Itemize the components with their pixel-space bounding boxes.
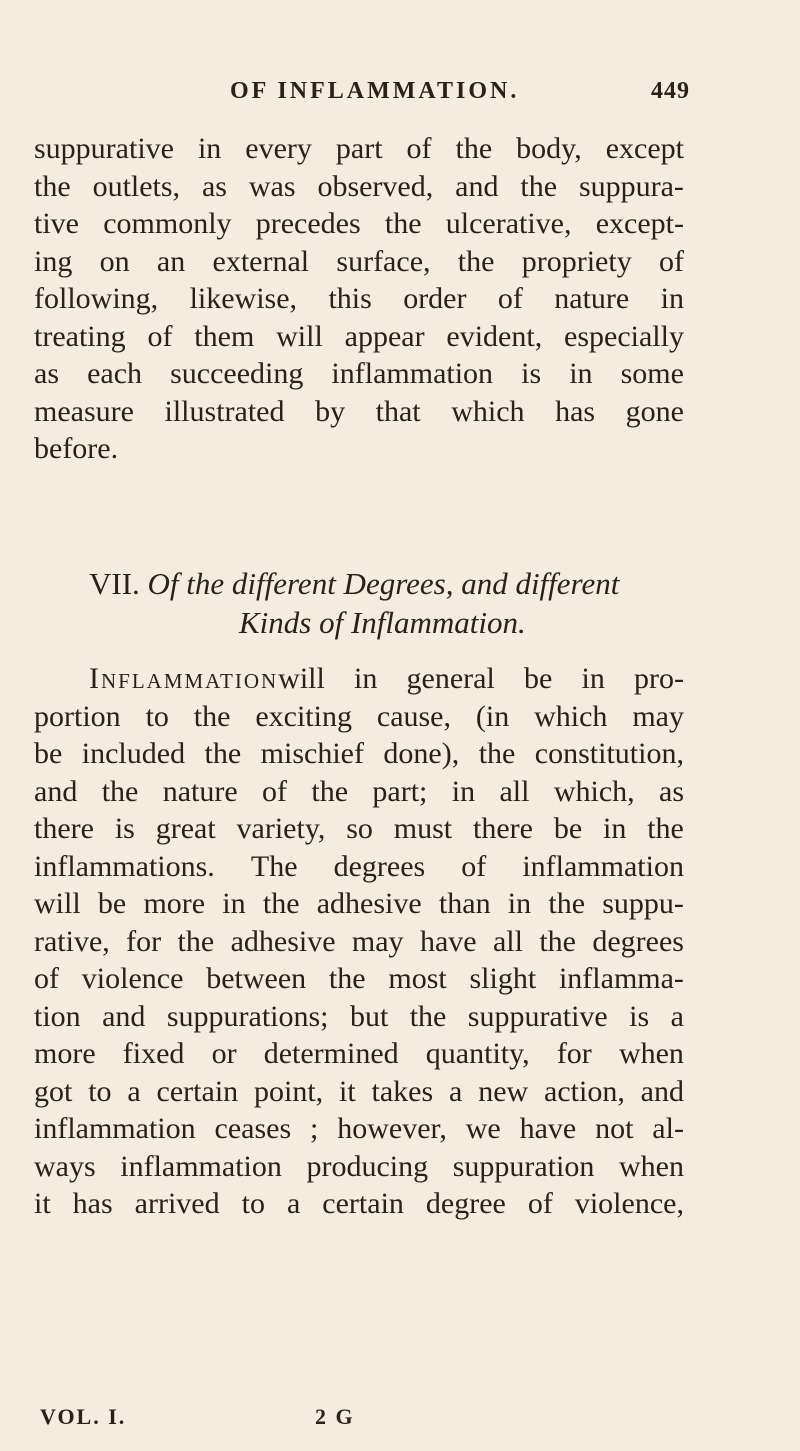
text-line: more fixed or determined quantity, for when xyxy=(34,1037,684,1070)
text-line: got to a certain point, it takes a new action, and xyxy=(34,1074,684,1108)
running-head: OF INFLAMMATION. xyxy=(230,78,520,104)
text-line: be included the mischief done), the constitution, xyxy=(34,737,684,770)
text-line: treating of them will appear evident, especially xyxy=(34,319,684,353)
section-heading xyxy=(34,564,684,642)
first-line xyxy=(34,660,684,698)
initial-word: Inflammation xyxy=(89,662,279,695)
text-line: rative, for the adhesive may have all the degrees xyxy=(34,924,684,958)
text-line: following, likewise, this order of nature in xyxy=(34,282,684,315)
section-title-line-2: Kinds of Inflammation. xyxy=(239,605,526,640)
text-line: tion and suppurations; but the suppurative is a xyxy=(34,999,684,1033)
signature-mark: 2 G xyxy=(315,1404,355,1429)
text-line: ing on an external surface, the propriety of xyxy=(34,244,684,278)
text-line: as each succeeding inflammation is in some xyxy=(34,357,684,390)
page-footer xyxy=(40,1404,470,1430)
text-line: of violence between the most slight inflamma- xyxy=(34,962,684,995)
text-line: measure illustrated by that which has gone xyxy=(34,394,684,428)
paragraph-2 xyxy=(34,660,684,1223)
first-line-rest: will in general be in pro- xyxy=(278,662,684,695)
text-line: suppurative in every part of the body, except xyxy=(34,132,684,165)
text-line: it has arrived to a certain degree of violence, xyxy=(34,1187,684,1220)
text-line: and the nature of the part; in all which, as xyxy=(34,774,684,808)
page-header xyxy=(230,78,690,105)
text-line: inflammations. The degrees of inflammation xyxy=(34,849,684,883)
text-line: inflammation ceases ; however, we have not al- xyxy=(34,1112,684,1145)
section-number: VII. xyxy=(89,566,140,601)
paragraph-1 xyxy=(34,130,684,468)
section-title-line-1: Of the different Degrees, and different xyxy=(147,566,620,601)
text-line: ways inflammation producing suppuration when xyxy=(34,1149,684,1183)
page-number: 449 xyxy=(651,78,690,104)
text-line: there is great variety, so must there be in the xyxy=(34,812,684,845)
volume-label: VOL. I. xyxy=(40,1404,127,1429)
text-line: portion to the exciting cause, (in which may xyxy=(34,699,684,733)
text-line: the outlets, as was observed, and the suppura- xyxy=(34,169,684,203)
text-line: before. xyxy=(34,432,119,465)
text-line: will be more in the adhesive than in the suppu- xyxy=(34,887,684,920)
text-line: tive commonly precedes the ulcerative, except- xyxy=(34,207,684,240)
